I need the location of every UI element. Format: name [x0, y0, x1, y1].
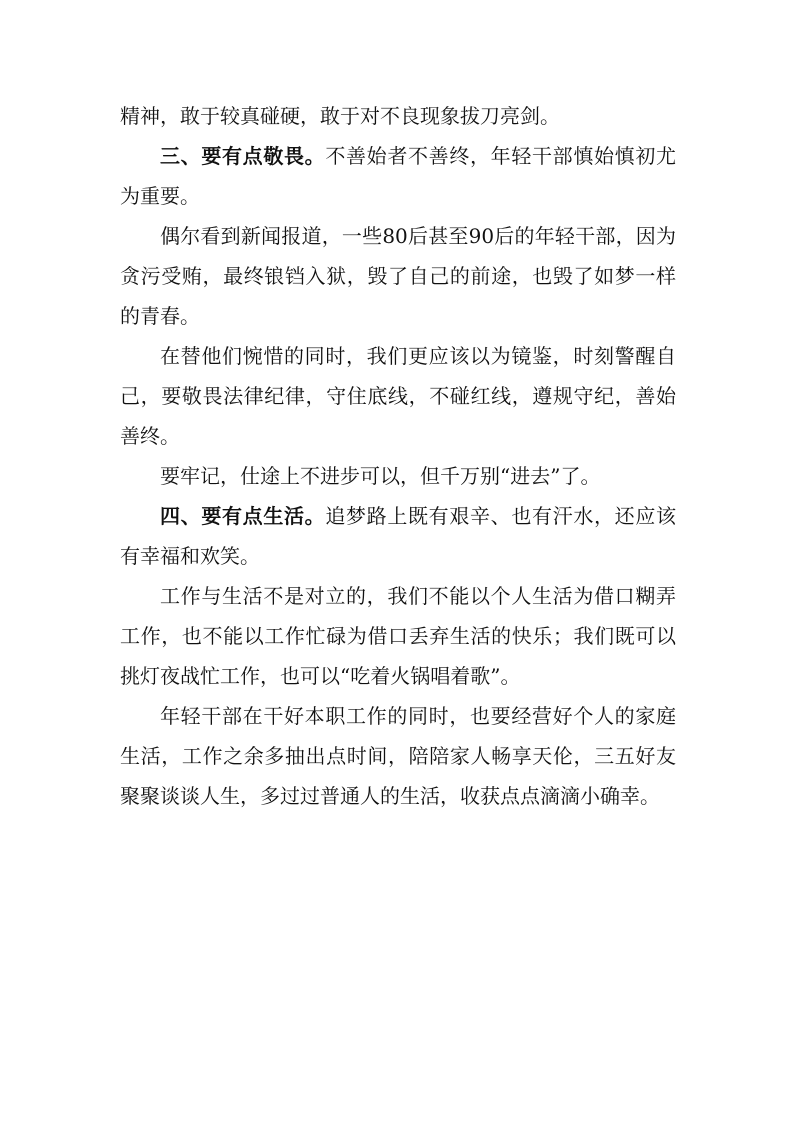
paragraph: [120, 336, 676, 456]
paragraph-text: 在替他们惋惜的同时，我们更应该以为镜鉴，时刻警醒自己，要敬畏法律纪律，守住底线，不碰红线，遵规守纪，善始善终。: [120, 344, 676, 448]
paragraph-continuation: [120, 96, 676, 136]
paragraph: [120, 216, 676, 336]
paragraph-text: 要牢记，仕途上不进步可以，但千万别“进去”了。: [160, 464, 601, 488]
paragraph: [120, 576, 676, 696]
section-three-paragraph: [120, 136, 676, 216]
section-heading-four: 四、要有点生活。: [160, 504, 326, 528]
paragraph-text: 年轻干部在干好本职工作的同时，也要经营好个人的家庭生活，工作之余多抽出点时间，陪陪家人畅享天伦，三五好友聚聚谈谈人生，多过过普通人的生活，收获点点滴滴小确幸。: [120, 704, 676, 808]
document-body: [120, 96, 676, 816]
section-heading-three: 三、要有点敬畏。: [160, 144, 326, 168]
paragraph: [120, 456, 676, 496]
paragraph-text: 不善始者不善终，年轻干部慎始慎初尤为重要。: [120, 144, 677, 208]
paragraph-text: 精神，敢于较真碰硬，敢于对不良现象拔刀亮剑。: [120, 104, 560, 128]
section-four-paragraph: [120, 496, 676, 576]
paragraph-text: 偶尔看到新闻报道，一些80后甚至90后的年轻干部，因为贪污受贿，最终锒铛入狱，毁了自己的前途，也毁了如梦一样的青春。: [120, 224, 676, 328]
paragraph: [120, 696, 676, 816]
paragraph-text: 工作与生活不是对立的，我们不能以个人生活为借口糊弄工作，也不能以工作忙碌为借口丢弃生活的快乐；我们既可以挑灯夜战忙工作，也可以“吃着火锅唱着歌”。: [120, 584, 676, 688]
paragraph-text: 追梦路上既有艰辛、也有汗水，还应该有幸福和欢笑。: [120, 504, 677, 568]
